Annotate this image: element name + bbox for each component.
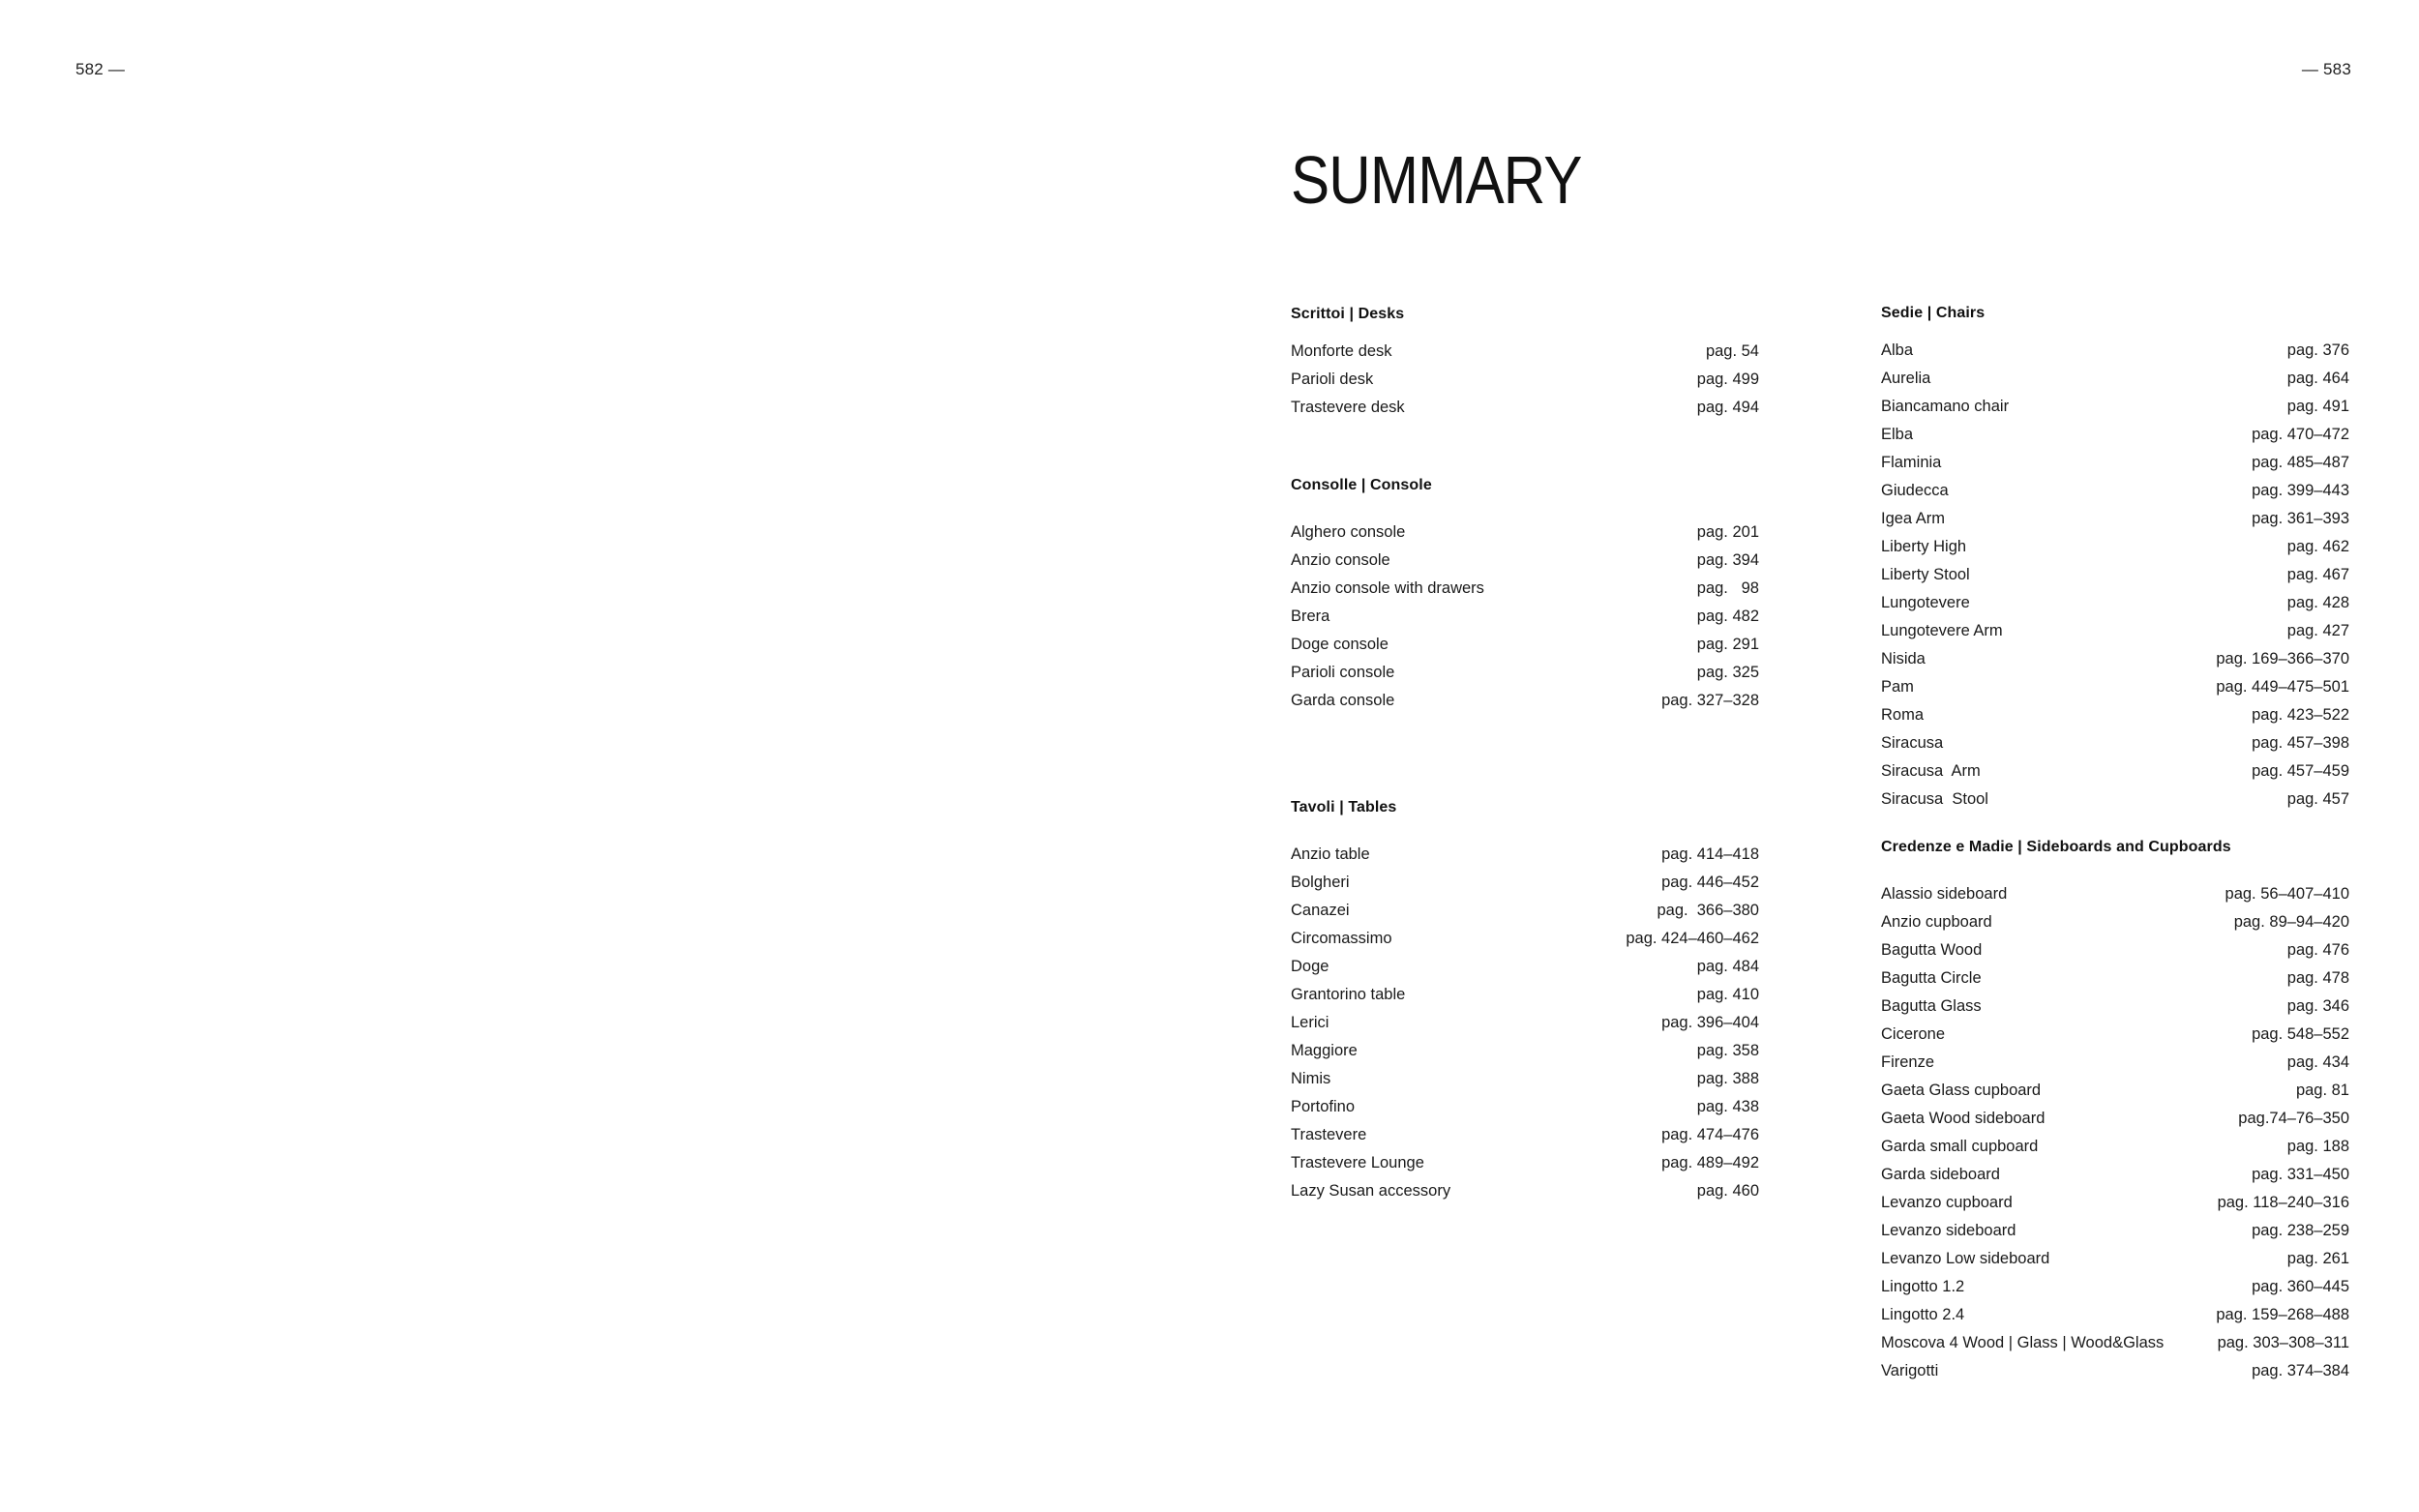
entry-page-ref: pag. 474–476 bbox=[1661, 1126, 1759, 1143]
index-entry bbox=[1881, 1082, 2349, 1110]
index-entry bbox=[1881, 941, 2349, 969]
index-entry bbox=[1881, 1334, 2349, 1362]
entry-name: Maggiore bbox=[1291, 1042, 1358, 1059]
index-entry bbox=[1881, 1025, 2349, 1053]
entry-page-ref: pag. 396–404 bbox=[1661, 1014, 1759, 1031]
section-heading-console: Consolle | Console bbox=[1291, 477, 1432, 493]
section-heading-desks: Scrittoi | Desks bbox=[1291, 306, 1405, 322]
entry-name: Roma bbox=[1881, 706, 1925, 724]
entry-name: Lungotevere bbox=[1881, 594, 1970, 611]
index-entry bbox=[1881, 1053, 2349, 1082]
entry-page-ref: pag. 476 bbox=[2286, 941, 2349, 959]
entry-name: Lerici bbox=[1291, 1014, 1329, 1031]
index-list-chairs bbox=[1881, 341, 2349, 818]
entry-name: Brera bbox=[1291, 608, 1330, 625]
entry-name: Anzio table bbox=[1291, 845, 1370, 863]
entry-name: Trastevere bbox=[1291, 1126, 1367, 1143]
index-entry bbox=[1291, 1042, 1759, 1070]
entry-page-ref: pag. 394 bbox=[1696, 551, 1759, 569]
entry-name: Circomassimo bbox=[1291, 930, 1392, 947]
index-entry bbox=[1881, 1194, 2349, 1222]
entry-name: Levanzo cupboard bbox=[1881, 1194, 2013, 1211]
index-entry bbox=[1881, 1138, 2349, 1166]
entry-page-ref: pag. 482 bbox=[1696, 608, 1759, 625]
entry-name: Pam bbox=[1881, 678, 1914, 696]
index-entry bbox=[1881, 566, 2349, 594]
entry-name: Portofino bbox=[1291, 1098, 1356, 1115]
entry-page-ref: pag. 366–380 bbox=[1657, 902, 1759, 919]
entry-page-ref: pag. 424–460–462 bbox=[1626, 930, 1759, 947]
index-entry bbox=[1291, 608, 1759, 636]
entry-name: Gaeta Wood sideboard bbox=[1881, 1110, 2046, 1127]
index-entry bbox=[1881, 706, 2349, 734]
index-entry bbox=[1881, 913, 2349, 941]
entry-name: Biancamano chair bbox=[1881, 398, 2010, 415]
index-entry bbox=[1881, 398, 2349, 426]
entry-name: Canazei bbox=[1291, 902, 1350, 919]
entry-page-ref: pag. 434 bbox=[2286, 1053, 2349, 1071]
entry-name: Lingotto 1.2 bbox=[1881, 1278, 1965, 1295]
index-entry bbox=[1881, 426, 2349, 454]
entry-name: Trastevere desk bbox=[1291, 399, 1405, 416]
entry-page-ref: pag. 485–487 bbox=[2252, 454, 2349, 471]
index-list-tables bbox=[1291, 845, 1759, 1210]
entry-page-ref: pag. 291 bbox=[1696, 636, 1759, 653]
index-entry bbox=[1881, 650, 2349, 678]
entry-name: Anzio console with drawers bbox=[1291, 579, 1484, 597]
entry-name: Firenze bbox=[1881, 1053, 1935, 1071]
entry-name: Siracusa bbox=[1881, 734, 1944, 752]
entry-name: Siracusa Arm bbox=[1881, 762, 1981, 780]
entry-name: Giudecca bbox=[1881, 482, 1949, 499]
entry-page-ref: pag. 346 bbox=[2286, 997, 2349, 1015]
section-sideboards bbox=[1881, 839, 2349, 1390]
index-entry bbox=[1881, 678, 2349, 706]
entry-page-ref: pag. 427 bbox=[2286, 622, 2349, 639]
entry-page-ref: pag. 303–308–311 bbox=[2217, 1334, 2349, 1351]
entry-name: Levanzo sideboard bbox=[1881, 1222, 2016, 1239]
index-entry bbox=[1881, 790, 2349, 818]
entry-page-ref: pag. 446–452 bbox=[1661, 874, 1759, 891]
index-entry bbox=[1881, 997, 2349, 1025]
entry-name: Anzio console bbox=[1291, 551, 1390, 569]
index-entry bbox=[1881, 762, 2349, 790]
index-entry bbox=[1291, 371, 1759, 399]
index-entry bbox=[1881, 1222, 2349, 1250]
index-entry bbox=[1881, 594, 2349, 622]
entry-name: Anzio cupboard bbox=[1881, 913, 1992, 931]
entry-page-ref: pag. 414–418 bbox=[1661, 845, 1759, 863]
entry-name: Alassio sideboard bbox=[1881, 885, 2008, 903]
index-entry bbox=[1881, 370, 2349, 398]
entry-name: Garda console bbox=[1291, 692, 1395, 709]
entry-name: Doge bbox=[1291, 958, 1329, 975]
entry-page-ref: pag. 81 bbox=[2295, 1082, 2349, 1099]
index-entry bbox=[1881, 885, 2349, 913]
entry-name: Elba bbox=[1881, 426, 1914, 443]
entry-page-ref: pag. 457 bbox=[2286, 790, 2349, 808]
index-entry bbox=[1291, 1154, 1759, 1182]
entry-page-ref: pag. 98 bbox=[1696, 579, 1759, 597]
index-entry bbox=[1291, 664, 1759, 692]
entry-page-ref: pag. 327–328 bbox=[1661, 692, 1759, 709]
entry-name: Cicerone bbox=[1881, 1025, 1946, 1043]
entry-page-ref: pag. 325 bbox=[1696, 664, 1759, 681]
index-entry bbox=[1291, 342, 1759, 371]
entry-page-ref: pag. 360–445 bbox=[2252, 1278, 2349, 1295]
index-entry bbox=[1291, 523, 1759, 551]
index-entry bbox=[1881, 1362, 2349, 1390]
entry-page-ref: pag. 388 bbox=[1696, 1070, 1759, 1087]
index-entry bbox=[1291, 1070, 1759, 1098]
entry-name: Garda sideboard bbox=[1881, 1166, 2000, 1183]
entry-page-ref: pag. 548–552 bbox=[2252, 1025, 2349, 1043]
page-number-right: — 583 bbox=[2301, 60, 2351, 78]
index-list-desks bbox=[1291, 342, 1759, 427]
index-list-console bbox=[1291, 523, 1759, 720]
entry-name: Lazy Susan accessory bbox=[1291, 1182, 1451, 1200]
section-heading-sideboards: Credenze e Madie | Sideboards and Cupboards bbox=[1881, 839, 2231, 855]
section-chairs bbox=[1881, 305, 2349, 818]
entry-page-ref: pag. 449–475–501 bbox=[2216, 678, 2349, 696]
entry-name: Liberty High bbox=[1881, 538, 1967, 555]
index-entry bbox=[1291, 958, 1759, 986]
entry-page-ref: pag. 358 bbox=[1696, 1042, 1759, 1059]
index-entry bbox=[1881, 1306, 2349, 1334]
entry-name: Nisida bbox=[1881, 650, 1926, 667]
entry-page-ref: pag. 494 bbox=[1696, 399, 1759, 416]
entry-page-ref: pag.74–76–350 bbox=[2238, 1110, 2349, 1127]
entry-page-ref: pag. 169–366–370 bbox=[2216, 650, 2349, 667]
entry-page-ref: pag. 423–522 bbox=[2252, 706, 2349, 724]
entry-page-ref: pag. 238–259 bbox=[2252, 1222, 2349, 1239]
entry-page-ref: pag. 467 bbox=[2286, 566, 2349, 583]
entry-name: Bagutta Wood bbox=[1881, 941, 1983, 959]
index-entry bbox=[1881, 1250, 2349, 1278]
index-entry bbox=[1291, 692, 1759, 720]
entry-name: Levanzo Low sideboard bbox=[1881, 1250, 2050, 1267]
entry-name: Parioli desk bbox=[1291, 371, 1374, 388]
entry-page-ref: pag. 361–393 bbox=[2252, 510, 2349, 527]
index-entry bbox=[1291, 551, 1759, 579]
entry-page-ref: pag. 489–492 bbox=[1661, 1154, 1759, 1171]
index-entry bbox=[1881, 510, 2349, 538]
entry-page-ref: pag. 464 bbox=[2286, 370, 2349, 387]
index-entry bbox=[1881, 482, 2349, 510]
section-desks bbox=[1291, 306, 1759, 427]
entry-name: Moscova 4 Wood | Glass | Wood&Glass bbox=[1881, 1334, 2165, 1351]
index-entry bbox=[1881, 1166, 2349, 1194]
entry-page-ref: pag. 261 bbox=[2286, 1250, 2349, 1267]
entry-name: Grantorino table bbox=[1291, 986, 1406, 1003]
entry-page-ref: pag. 399–443 bbox=[2252, 482, 2349, 499]
entry-page-ref: pag. 410 bbox=[1696, 986, 1759, 1003]
entry-name: Bolgheri bbox=[1291, 874, 1350, 891]
index-entry bbox=[1291, 399, 1759, 427]
index-entry bbox=[1881, 1110, 2349, 1138]
entry-page-ref: pag. 428 bbox=[2286, 594, 2349, 611]
entry-name: Lungotevere Arm bbox=[1881, 622, 2003, 639]
index-entry bbox=[1881, 622, 2349, 650]
index-entry bbox=[1881, 969, 2349, 997]
entry-page-ref: pag. 491 bbox=[2286, 398, 2349, 415]
entry-name: Doge console bbox=[1291, 636, 1389, 653]
index-entry bbox=[1291, 636, 1759, 664]
entry-page-ref: pag. 159–268–488 bbox=[2216, 1306, 2349, 1323]
entry-name: Igea Arm bbox=[1881, 510, 1946, 527]
entry-page-ref: pag. 188 bbox=[2286, 1138, 2349, 1155]
section-heading-chairs: Sedie | Chairs bbox=[1881, 305, 1986, 321]
page-number-left: 582 — bbox=[75, 60, 126, 78]
entry-name: Alghero console bbox=[1291, 523, 1406, 541]
entry-page-ref: pag. 374–384 bbox=[2252, 1362, 2349, 1379]
index-entry bbox=[1291, 930, 1759, 958]
entry-page-ref: pag. 460 bbox=[1696, 1182, 1759, 1200]
entry-page-ref: pag. 457–459 bbox=[2252, 762, 2349, 780]
index-entry bbox=[1291, 874, 1759, 902]
entry-page-ref: pag. 484 bbox=[1696, 958, 1759, 975]
entry-page-ref: pag. 478 bbox=[2286, 969, 2349, 987]
index-entry bbox=[1881, 341, 2349, 370]
index-list-sideboards bbox=[1881, 885, 2349, 1390]
index-entry bbox=[1881, 734, 2349, 762]
entry-page-ref: pag. 470–472 bbox=[2252, 426, 2349, 443]
index-entry bbox=[1881, 538, 2349, 566]
entry-page-ref: pag. 54 bbox=[1705, 342, 1759, 360]
section-heading-tables: Tavoli | Tables bbox=[1291, 799, 1397, 815]
index-entry bbox=[1291, 986, 1759, 1014]
entry-name: Gaeta Glass cupboard bbox=[1881, 1082, 2042, 1099]
section-console bbox=[1291, 477, 1759, 720]
entry-name: Bagutta Circle bbox=[1881, 969, 1982, 987]
entry-page-ref: pag. 331–450 bbox=[2252, 1166, 2349, 1183]
entry-page-ref: pag. 89–94–420 bbox=[2233, 913, 2349, 931]
entry-page-ref: pag. 499 bbox=[1696, 371, 1759, 388]
index-entry bbox=[1291, 902, 1759, 930]
index-entry bbox=[1881, 1278, 2349, 1306]
entry-page-ref: pag. 462 bbox=[2286, 538, 2349, 555]
entry-page-ref: pag. 438 bbox=[1696, 1098, 1759, 1115]
entry-name: Flaminia bbox=[1881, 454, 1942, 471]
index-entry bbox=[1291, 579, 1759, 608]
entry-page-ref: pag. 457–398 bbox=[2252, 734, 2349, 752]
entry-name: Varigotti bbox=[1881, 1362, 1939, 1379]
section-tables bbox=[1291, 799, 1759, 1210]
index-entry bbox=[1291, 1098, 1759, 1126]
index-entry bbox=[1291, 845, 1759, 874]
entry-page-ref: pag. 118–240–316 bbox=[2217, 1194, 2349, 1211]
entry-page-ref: pag. 201 bbox=[1696, 523, 1759, 541]
entry-name: Aurelia bbox=[1881, 370, 1931, 387]
entry-name: Lingotto 2.4 bbox=[1881, 1306, 1965, 1323]
entry-page-ref: pag. 56–407–410 bbox=[2225, 885, 2349, 903]
entry-name: Garda small cupboard bbox=[1881, 1138, 2039, 1155]
entry-name: Bagutta Glass bbox=[1881, 997, 1982, 1015]
index-entry bbox=[1291, 1126, 1759, 1154]
entry-page-ref: pag. 376 bbox=[2286, 341, 2349, 359]
index-entry bbox=[1291, 1014, 1759, 1042]
entry-name: Alba bbox=[1881, 341, 1914, 359]
index-entry bbox=[1881, 454, 2349, 482]
entry-name: Liberty Stool bbox=[1881, 566, 1970, 583]
entry-name: Nimis bbox=[1291, 1070, 1331, 1087]
index-entry bbox=[1291, 1182, 1759, 1210]
entry-name: Monforte desk bbox=[1291, 342, 1392, 360]
entry-name: Trastevere Lounge bbox=[1291, 1154, 1424, 1171]
entry-name: Siracusa Stool bbox=[1881, 790, 1988, 808]
entry-name: Parioli console bbox=[1291, 664, 1395, 681]
page-title: SUMMARY bbox=[1291, 142, 1582, 218]
